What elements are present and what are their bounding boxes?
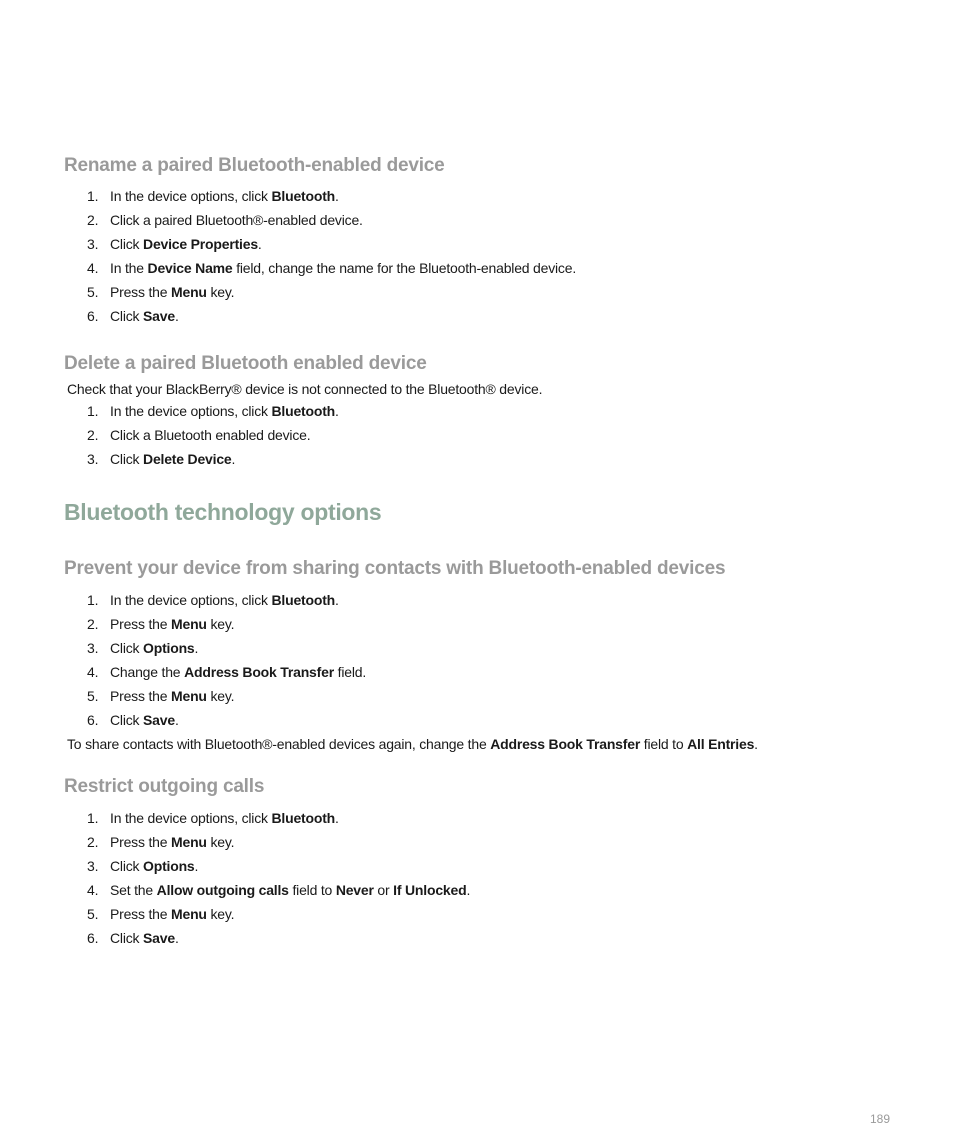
section-delete xyxy=(64,352,924,471)
steps-restrict xyxy=(64,806,924,950)
steps-prevent xyxy=(64,588,924,732)
list-item: 5. Press the Menu key. xyxy=(87,284,235,300)
list-item: 4. Change the Address Book Transfer field. xyxy=(87,664,367,680)
list-item: 2. Click a paired Bluetooth®-enabled device. xyxy=(87,212,363,228)
list-item: 3. Click Delete Device. xyxy=(87,451,236,467)
list-item: 1. In the device options, click Bluetooth. xyxy=(87,810,339,826)
list-item: 3. Click Options. xyxy=(87,640,199,656)
heading-prevent: Prevent your device from sharing contacts with Bluetooth-enabled devices xyxy=(64,558,726,579)
section-options xyxy=(64,498,924,526)
section-restrict xyxy=(64,775,924,950)
list-item: 5. Press the Menu key. xyxy=(87,906,235,922)
list-item: 1. In the device options, click Bluetooth. xyxy=(87,188,339,204)
list-item: 1. In the device options, click Bluetooth. xyxy=(87,403,339,419)
list-item: 3. Click Device Properties. xyxy=(87,236,262,252)
page-number: 189 xyxy=(869,1112,890,1126)
heading-delete: Delete a paired Bluetooth enabled device xyxy=(64,353,427,374)
prevent-note: To share contacts with Bluetooth®-enabled devices again, change the Address Book Transfer field to All Entries. xyxy=(67,736,758,752)
list-item: 6. Click Save. xyxy=(87,308,179,324)
list-item: 3. Click Options. xyxy=(87,858,199,874)
list-item: 4. In the Device Name field, change the name for the Bluetooth-enabled device. xyxy=(87,260,577,276)
list-item: 5. Press the Menu key. xyxy=(87,688,235,704)
heading-restrict: Restrict outgoing calls xyxy=(64,776,265,797)
heading-bluetooth-options: Bluetooth technology options xyxy=(64,499,382,525)
steps-rename xyxy=(64,184,924,328)
heading-rename: Rename a paired Bluetooth-enabled device xyxy=(64,155,445,176)
delete-intro: Check that your BlackBerry® device is not connected to the Bluetooth® device. xyxy=(67,381,543,397)
steps-delete xyxy=(64,399,924,471)
section-rename xyxy=(64,154,924,328)
section-prevent xyxy=(64,557,924,756)
list-item: 2. Press the Menu key. xyxy=(87,834,235,850)
list-item: 6. Click Save. xyxy=(87,712,179,728)
list-item: 6. Click Save. xyxy=(87,930,179,946)
list-item: 2. Press the Menu key. xyxy=(87,616,235,632)
list-item: 2. Click a Bluetooth enabled device. xyxy=(87,427,311,443)
list-item: 1. In the device options, click Bluetooth. xyxy=(87,592,339,608)
list-item: 4. Set the Allow outgoing calls field to Never or If Unlocked. xyxy=(87,882,471,898)
